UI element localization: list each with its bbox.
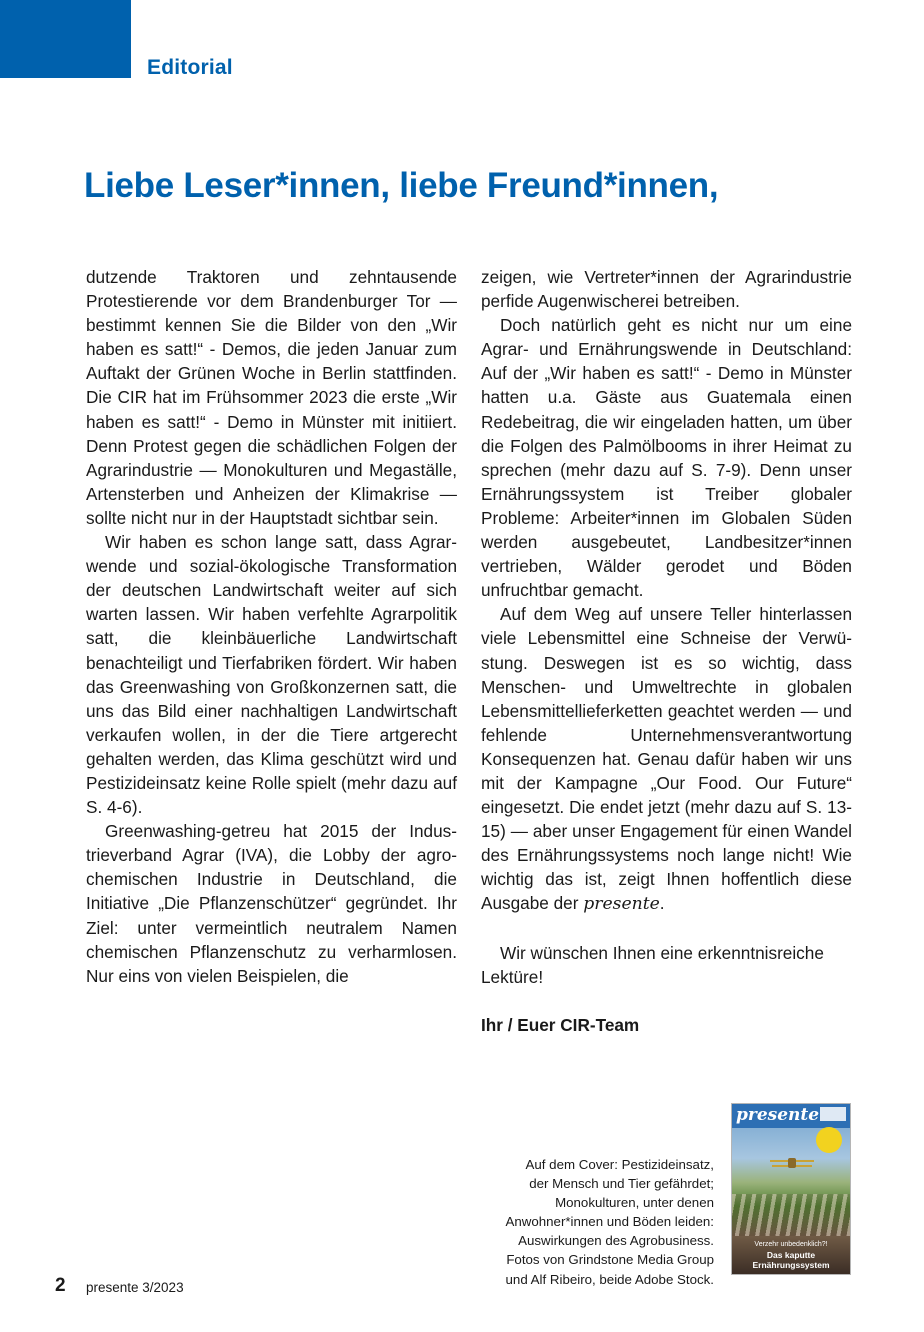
cover-title-line: Ernährungssystem — [752, 1260, 830, 1270]
caption-line: Auswirkungen des Agrobusiness. — [518, 1233, 714, 1249]
paragraph: Wir haben es schon lange satt, dass Agrarwende und sozial-ökologische Transformation der deutschen Landwirtschaft weiter auf sich warten lassen. Wir haben verfehlte Agrarpolitik satt, die kleinbäuerliche Landwirtschaft benachteiligt und Tierfabriken fördert. Wir haben das Greenwashing von Großkonzernen satt, die uns das Bild einer nachhaltigen Landwirtschaft verkaufen wollen, in der die Tiere artgerecht gehalten werden, das Klima geschützt wird und Pestizideinsatz keine Rolle spielt (mehr dazu auf S. 4-6). — [86, 532, 457, 818]
cover-title-line: Das kaputte — [766, 1250, 816, 1260]
left-column — [86, 265, 457, 988]
caption-line: Anwohner*innen und Böden leiden: — [505, 1214, 714, 1230]
paragraph: Greenwashing-getreu hat 2015 der Industrieverband Agrar (IVA), die Lobby der agrochemischen Industrie in Deutschland, die Initiative „Die Pflanzenschützer“ gegründet. Ihr Ziel: unter vermeintlich neutralem Namen chemischen Pflanzenschutz zu verharmlosen. Nur eins von vielen Beispielen, die — [86, 821, 457, 986]
paragraph: Doch natürlich geht es nicht nur um eine Agrar- und Ernährungswende in Deutschland: Auf der „Wir haben es satt!“ - Demo in Münster hatten u.a. Gäste aus Guatemala einen Redebeitrag, die wir eingeladen hatten, um über die Folgen des Palmölbooms in ihrer Heimat zu sprechen (mehr dazu auf S. 7-9). Denn unser Ernährungssystem ist Treiber globaler Probleme: Arbeiter*innen im Globalen Süden werden ausgebeutet, Landbesitzer*innen vertrieben, Wälder gerodet und Böden unfruchtbar gemacht. — [481, 315, 852, 601]
spacer — [481, 917, 852, 941]
page-number: 2 — [55, 1275, 66, 1296]
cover-badge-icon — [816, 1127, 842, 1153]
paragraph — [481, 602, 852, 916]
cover-thumbnail — [731, 1103, 851, 1275]
paragraph: zeigen, wie Vertreter*innen der Agrarindustrie perfide Augenwischerei betreiben. — [481, 267, 852, 312]
section-label: Editorial — [147, 56, 233, 79]
headline: Liebe Leser*innen, liebe Freund*innen, — [84, 166, 719, 205]
cover-title — [732, 1240, 850, 1270]
paragraph: dutzende Traktoren und zehntausende Protestierende vor dem Brandenburger Tor — bestimmt kennen Sie die Bilder von den „Wir haben es satt!“ - Demos, die jeden Januar zum Auftakt der Grünen Woche in Berlin stattfinden. Die CIR hat im Frühsommer 2023 die erste „Wir haben es satt!“ - Demo in Münster mit initiiert. Denn Protest gegen die schädlichen Folgen der Agrarindustrie — Monokulturen und Megaställe, Artensterben und Anheizen der Klimakrise — sollte nicht nur in der Hauptstadt sichtbar sein. — [86, 267, 457, 528]
cover-subline: Verzehr unbedenklich?! — [754, 1241, 828, 1248]
caption-line: Fotos von Grindstone Media Group — [506, 1252, 714, 1268]
paragraph-end: . — [659, 893, 665, 914]
spacer — [481, 989, 852, 1013]
paragraph-text: Auf dem Weg auf unsere Teller hinterlassen viele Lebensmittel eine Schneise der Verwüstung. Deswegen ist es so wichtig, dass Menschen- und Umweltrechte in globalen Lebensmittellieferketten geachtet werden — und fehlende Unternehmensverantwortung Konsequenzen hat. Genau dafür haben wir uns mit der Kampagne „Our Food. Our Future“ eingesetzt. Die endet jetzt (mehr dazu auf S. 13-15) — aber unser Engagement für einen Wandel des Ernährungssystems noch lange nicht! Wie wichtig das ist, zeigt Ihnen hoffentlich diese Ausgabe der — [481, 604, 852, 914]
corner-color-block — [0, 0, 131, 78]
issue-label: presente 3/2023 — [86, 1280, 184, 1295]
caption-line: Monokulturen, unter denen — [555, 1195, 714, 1211]
caption-line: der Mensch und Tier gefährdet; — [529, 1176, 714, 1192]
field-rows — [732, 1194, 850, 1236]
crop-duster-plane-icon — [768, 1156, 816, 1170]
cir-logo-icon — [820, 1107, 846, 1121]
closing-line: Wir wünschen Ihnen eine erkenntnisreiche Lektüre! — [481, 942, 824, 987]
right-column — [481, 265, 852, 1037]
caption-line: Auf dem Cover: Pestizideinsatz, — [525, 1157, 714, 1172]
cover-caption — [454, 1155, 714, 1289]
signoff: Ihr / Euer CIR-Team — [481, 1014, 640, 1035]
magazine-title: presente — [583, 894, 660, 915]
cover-logo: presente — [736, 1105, 820, 1125]
caption-line: und Alf Ribeiro, beide Adobe Stock. — [505, 1271, 714, 1287]
